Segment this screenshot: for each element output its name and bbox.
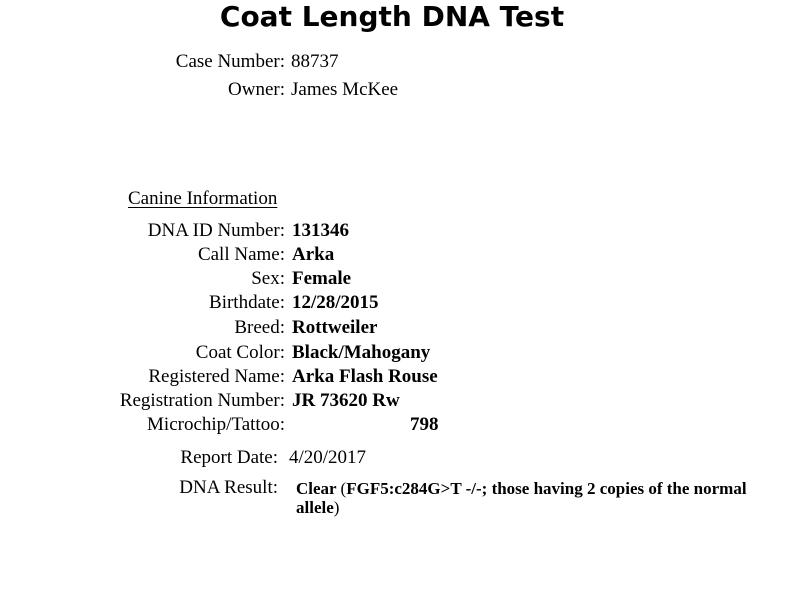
registered-name-value: Arka Flash Rouse xyxy=(292,366,438,387)
dna-result-status: Clear xyxy=(296,479,337,498)
breed-value: Rottweiler xyxy=(292,317,378,338)
canine-information-heading: Canine Information xyxy=(128,188,278,209)
page-title: Coat Length DNA Test xyxy=(219,0,565,33)
microchip-tattoo-value: 798 xyxy=(410,414,439,435)
coat-color-label: Coat Color: xyxy=(195,342,285,363)
owner-label: Owner: xyxy=(228,79,285,100)
dna-result-label: DNA Result: xyxy=(179,477,278,498)
registered-name-label: Registered Name: xyxy=(148,366,285,387)
birthdate-label: Birthdate: xyxy=(209,292,285,313)
report-date-label: Report Date: xyxy=(180,447,278,468)
dna-result-value xyxy=(296,479,756,517)
coat-color-value: Black/Mahogany xyxy=(292,342,431,363)
owner-value: James McKee xyxy=(291,79,399,100)
call-name-label: Call Name: xyxy=(197,244,285,265)
dna-id-label: DNA ID Number: xyxy=(147,220,285,241)
birthdate-value: 12/28/2015 xyxy=(292,292,379,313)
dna-result-open-paren: ( xyxy=(340,479,347,498)
sex-label: Sex: xyxy=(251,268,285,289)
case-number-value: 88737 xyxy=(291,51,339,72)
dna-result-detail: FGF5:c284G>T -/-; those having 2 copies of the normal allele xyxy=(296,479,747,517)
dna-id-value: 131346 xyxy=(292,220,349,241)
dna-result-close-paren: ) xyxy=(333,498,340,517)
breed-label: Breed: xyxy=(234,317,285,338)
report-date-value: 4/20/2017 xyxy=(289,447,367,468)
registration-number-label: Registration Number: xyxy=(119,390,285,411)
sex-value: Female xyxy=(292,268,352,289)
microchip-tattoo-label: Microchip/Tattoo: xyxy=(147,414,285,435)
case-number-label: Case Number: xyxy=(175,51,285,72)
call-name-value: Arka xyxy=(292,244,335,265)
registration-number-value: JR 73620 Rw xyxy=(292,390,400,411)
